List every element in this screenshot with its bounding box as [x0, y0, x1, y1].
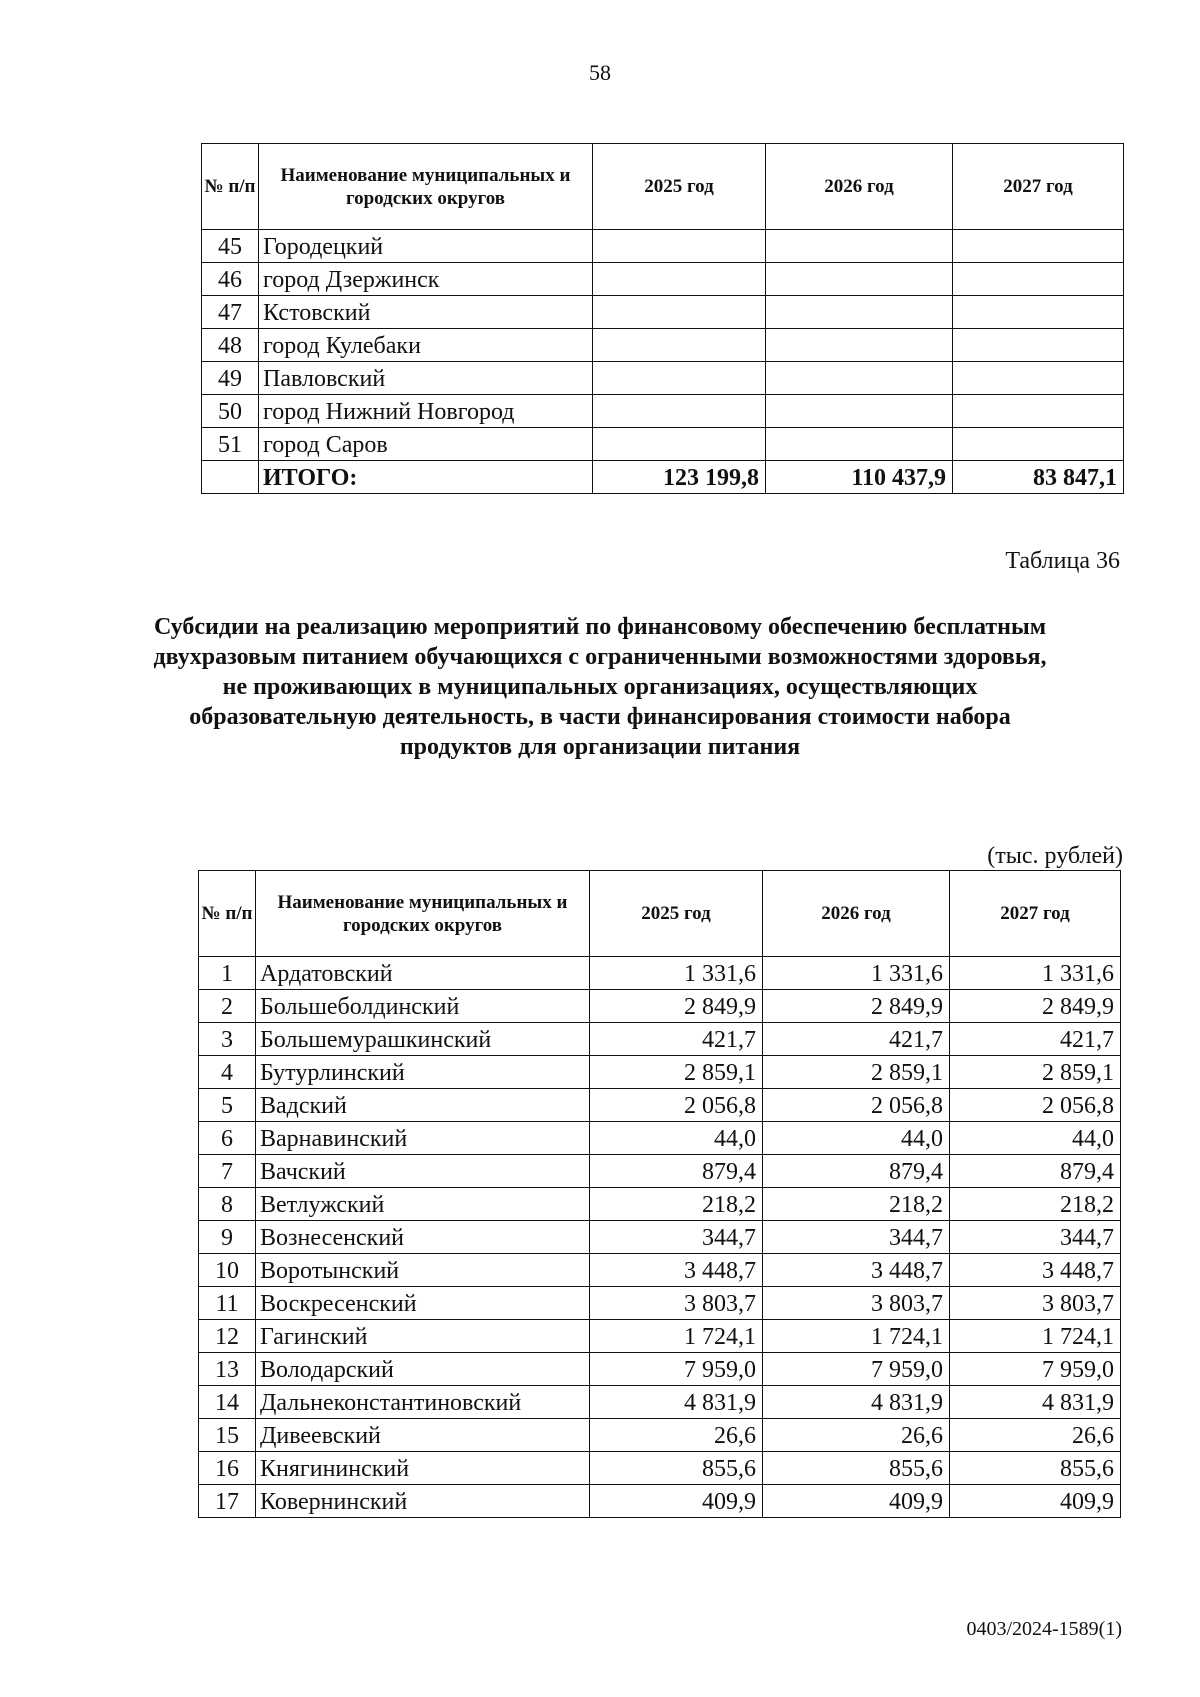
header-number: № п/п [202, 144, 259, 230]
value-2026: 26,6 [763, 1419, 950, 1452]
header-name: Наименование муниципальных и городских округов [256, 871, 590, 957]
value-2026 [766, 230, 953, 263]
row-number: 16 [199, 1452, 256, 1485]
row-name: Ковернинский [256, 1485, 590, 1518]
row-number: 15 [199, 1419, 256, 1452]
value-2025 [593, 428, 766, 461]
row-number: 46 [202, 263, 259, 296]
value-2025: 421,7 [590, 1023, 763, 1056]
value-2025: 3 448,7 [590, 1254, 763, 1287]
value-2027 [953, 362, 1124, 395]
value-2027 [953, 395, 1124, 428]
header-2026: 2026 год [763, 871, 950, 957]
row-name: город Нижний Новгород [259, 395, 593, 428]
row-name: город Саров [259, 428, 593, 461]
row-name: Кстовский [259, 296, 593, 329]
table-row [199, 1452, 1121, 1485]
value-2027: 1 724,1 [950, 1320, 1121, 1353]
value-2027 [953, 428, 1124, 461]
row-name: Большемурашкинский [256, 1023, 590, 1056]
row-number: 7 [199, 1155, 256, 1188]
row-name: Павловский [259, 362, 593, 395]
value-2025: 3 803,7 [590, 1287, 763, 1320]
total-2025: 123 199,8 [593, 461, 766, 494]
table-row [199, 1056, 1121, 1089]
row-number: 14 [199, 1386, 256, 1419]
row-number: 10 [199, 1254, 256, 1287]
row-name: Большеболдинский [256, 990, 590, 1023]
row-name: Дивеевский [256, 1419, 590, 1452]
row-number: 5 [199, 1089, 256, 1122]
row-name: Варнавинский [256, 1122, 590, 1155]
table-row [199, 1089, 1121, 1122]
value-2027: 409,9 [950, 1485, 1121, 1518]
value-2025: 409,9 [590, 1485, 763, 1518]
row-number: 17 [199, 1485, 256, 1518]
row-name: Гагинский [256, 1320, 590, 1353]
value-2025 [593, 395, 766, 428]
value-2025: 2 849,9 [590, 990, 763, 1023]
row-number: 1 [199, 957, 256, 990]
table-row [199, 1188, 1121, 1221]
table-row [199, 1287, 1121, 1320]
table-row [202, 263, 1124, 296]
value-2027 [953, 296, 1124, 329]
value-2026: 421,7 [763, 1023, 950, 1056]
value-2025: 7 959,0 [590, 1353, 763, 1386]
value-2025: 26,6 [590, 1419, 763, 1452]
table-row [199, 1155, 1121, 1188]
table-row [202, 296, 1124, 329]
header-2026: 2026 год [766, 144, 953, 230]
row-number: 6 [199, 1122, 256, 1155]
value-2027: 2 056,8 [950, 1089, 1121, 1122]
value-2025: 4 831,9 [590, 1386, 763, 1419]
subsidy-table [198, 870, 1121, 1518]
row-name: Воротынский [256, 1254, 590, 1287]
value-2026: 7 959,0 [763, 1353, 950, 1386]
total-2027: 83 847,1 [953, 461, 1124, 494]
value-2027: 26,6 [950, 1419, 1121, 1452]
row-name: Городецкий [259, 230, 593, 263]
row-number: 49 [202, 362, 259, 395]
value-2026: 1 331,6 [763, 957, 950, 990]
table-row [199, 990, 1121, 1023]
table-row [199, 1386, 1121, 1419]
table-row [199, 1419, 1121, 1452]
value-2026: 2 056,8 [763, 1089, 950, 1122]
value-2026: 3 448,7 [763, 1254, 950, 1287]
table-row [202, 230, 1124, 263]
row-number: 4 [199, 1056, 256, 1089]
value-2027: 3 448,7 [950, 1254, 1121, 1287]
row-number: 48 [202, 329, 259, 362]
value-2027 [953, 329, 1124, 362]
row-number: 11 [199, 1287, 256, 1320]
value-2027: 879,4 [950, 1155, 1121, 1188]
value-2026: 2 849,9 [763, 990, 950, 1023]
row-name: Вадский [256, 1089, 590, 1122]
table-row [199, 1353, 1121, 1386]
row-name: город Дзержинск [259, 263, 593, 296]
value-2025: 44,0 [590, 1122, 763, 1155]
row-number: 47 [202, 296, 259, 329]
table-row [202, 329, 1124, 362]
value-2027: 3 803,7 [950, 1287, 1121, 1320]
total-2026: 110 437,9 [766, 461, 953, 494]
table-row [199, 1122, 1121, 1155]
row-name: город Кулебаки [259, 329, 593, 362]
value-2026: 855,6 [763, 1452, 950, 1485]
header-2025: 2025 год [590, 871, 763, 957]
table-caption: Таблица 36 [1005, 548, 1120, 574]
units-label: (тыс. рублей) [987, 843, 1123, 869]
row-number: 8 [199, 1188, 256, 1221]
value-2025: 1 331,6 [590, 957, 763, 990]
value-2025: 1 724,1 [590, 1320, 763, 1353]
row-number: 50 [202, 395, 259, 428]
value-2025: 2 859,1 [590, 1056, 763, 1089]
value-2027: 4 831,9 [950, 1386, 1121, 1419]
value-2026: 409,9 [763, 1485, 950, 1518]
table-row [202, 362, 1124, 395]
value-2027: 2 849,9 [950, 990, 1121, 1023]
header-number: № п/п [199, 871, 256, 957]
row-name: Вознесенский [256, 1221, 590, 1254]
value-2025: 218,2 [590, 1188, 763, 1221]
page-number: 58 [589, 60, 611, 85]
value-2026 [766, 329, 953, 362]
value-2025: 344,7 [590, 1221, 763, 1254]
value-2027: 421,7 [950, 1023, 1121, 1056]
header-2025: 2025 год [593, 144, 766, 230]
value-2025 [593, 329, 766, 362]
header-name: Наименование муниципальных и городских округов [259, 144, 593, 230]
header-2027: 2027 год [950, 871, 1121, 957]
table-row [199, 1320, 1121, 1353]
value-2026: 3 803,7 [763, 1287, 950, 1320]
row-name: Вачский [256, 1155, 590, 1188]
table1-body [202, 230, 1124, 461]
total-row [202, 461, 1124, 494]
value-2025: 879,4 [590, 1155, 763, 1188]
value-2025: 2 056,8 [590, 1089, 763, 1122]
value-2026: 1 724,1 [763, 1320, 950, 1353]
table2-body [199, 957, 1121, 1518]
value-2026: 879,4 [763, 1155, 950, 1188]
table-row [199, 1221, 1121, 1254]
value-2026 [766, 362, 953, 395]
value-2027 [953, 263, 1124, 296]
table-row [199, 1023, 1121, 1056]
value-2025 [593, 230, 766, 263]
value-2025: 855,6 [590, 1452, 763, 1485]
value-2026: 344,7 [763, 1221, 950, 1254]
value-2026 [766, 296, 953, 329]
table-row [202, 428, 1124, 461]
value-2025 [593, 296, 766, 329]
table-row [199, 1254, 1121, 1287]
value-2026 [766, 428, 953, 461]
row-name: Ардатовский [256, 957, 590, 990]
row-number: 45 [202, 230, 259, 263]
row-number: 13 [199, 1353, 256, 1386]
row-name: Володарский [256, 1353, 590, 1386]
value-2026 [766, 395, 953, 428]
row-name: Дальнеконстантиновский [256, 1386, 590, 1419]
total-label: ИТОГО: [259, 461, 593, 494]
value-2025 [593, 263, 766, 296]
value-2026: 44,0 [763, 1122, 950, 1155]
row-number: 51 [202, 428, 259, 461]
value-2026 [766, 263, 953, 296]
value-2026: 4 831,9 [763, 1386, 950, 1419]
row-number: 2 [199, 990, 256, 1023]
value-2027: 218,2 [950, 1188, 1121, 1221]
value-2027: 1 331,6 [950, 957, 1121, 990]
value-2025 [593, 362, 766, 395]
header-2027: 2027 год [953, 144, 1124, 230]
row-number: 12 [199, 1320, 256, 1353]
value-2027: 7 959,0 [950, 1353, 1121, 1386]
document-code: 0403/2024-1589(1) [966, 1618, 1122, 1640]
value-2027 [953, 230, 1124, 263]
row-name: Княгининский [256, 1452, 590, 1485]
table-row [199, 957, 1121, 990]
row-number: 3 [199, 1023, 256, 1056]
value-2027: 855,6 [950, 1452, 1121, 1485]
table-title: Субсидии на реализацию мероприятий по финансовому обеспечению бесплатным двухразовым питанием обучающихся с ограниченными возможностями здоровья, не проживающих в муниципальных организациях, осуществляющих образовательную деятельность, в части финансирования стоимости набора продуктов для организации питания [153, 614, 1047, 760]
total-number-cell [202, 461, 259, 494]
row-name: Бутурлинский [256, 1056, 590, 1089]
row-number: 9 [199, 1221, 256, 1254]
table-row [202, 395, 1124, 428]
value-2027: 344,7 [950, 1221, 1121, 1254]
value-2026: 218,2 [763, 1188, 950, 1221]
value-2027: 2 859,1 [950, 1056, 1121, 1089]
value-2026: 2 859,1 [763, 1056, 950, 1089]
row-name: Воскресенский [256, 1287, 590, 1320]
table-row [199, 1485, 1121, 1518]
table-continuation [201, 143, 1124, 494]
row-name: Ветлужский [256, 1188, 590, 1221]
value-2027: 44,0 [950, 1122, 1121, 1155]
